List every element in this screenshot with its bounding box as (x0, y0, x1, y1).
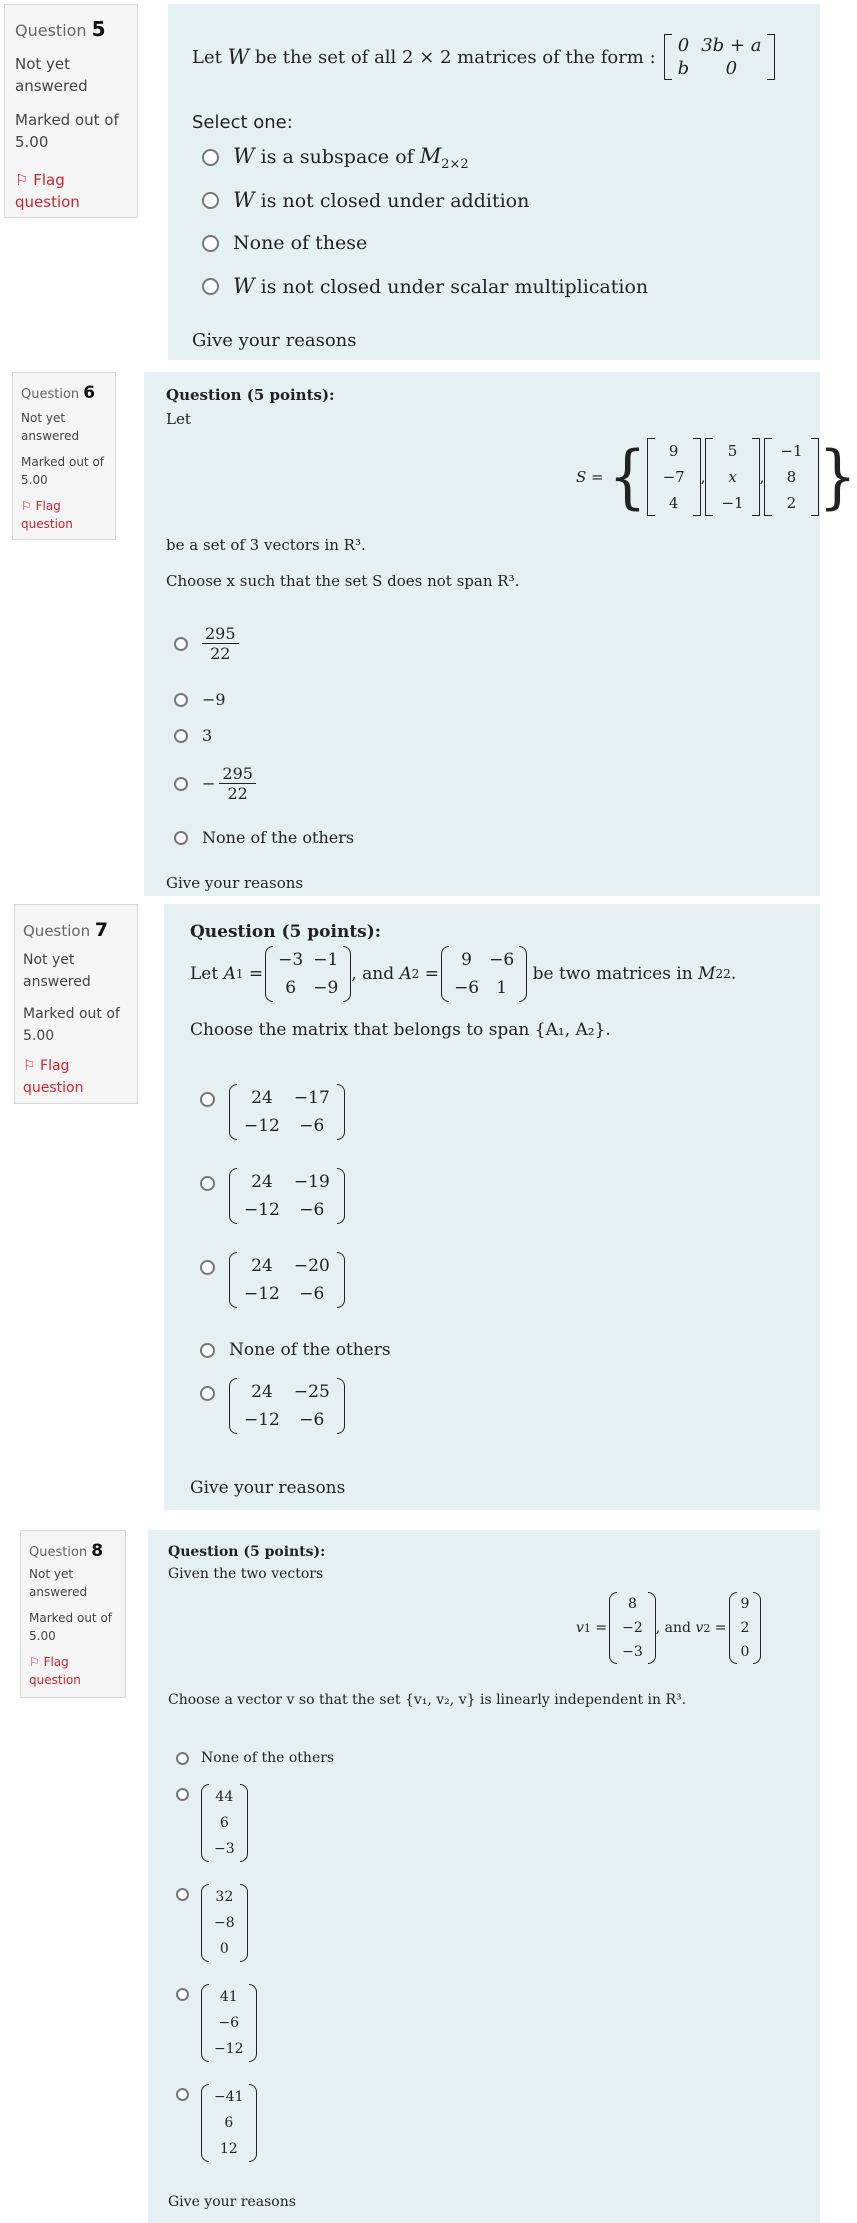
question-number-value: 7 (94, 919, 109, 941)
question-title: Question (5 points): (166, 386, 335, 404)
vector (647, 438, 701, 516)
option-matrix (229, 1084, 345, 1140)
radio-button[interactable] (202, 235, 219, 252)
question-content (144, 372, 857, 896)
matrix-space: M (698, 964, 716, 984)
radio-button[interactable] (202, 192, 219, 209)
question-marks: Marked out of 5.00 (29, 1611, 113, 1643)
vector-cell: 8 (786, 468, 797, 486)
vector-cell: 8 (627, 1596, 637, 1612)
option-sign: − (202, 774, 216, 793)
option-matrix (229, 1252, 345, 1308)
option-vector (201, 1984, 257, 2062)
option-matrix (229, 1378, 345, 1434)
vector-cell: 0 (219, 1941, 229, 1957)
flag-question-label: Flag question (15, 171, 80, 211)
vector-cell: 2 (740, 1620, 750, 1636)
question-label: Question (15, 21, 87, 40)
and-text: , and (351, 964, 395, 984)
question-number (15, 17, 106, 41)
radio-button[interactable] (174, 831, 188, 845)
vector-v2 (729, 1592, 762, 1664)
question-content (168, 4, 820, 360)
option-vector (201, 1884, 248, 1962)
vector-cell: 9 (740, 1596, 750, 1612)
space-subscript: 22 (715, 967, 731, 981)
flag-question-link[interactable] (21, 497, 107, 533)
answer-option[interactable] (200, 1252, 345, 1308)
question-title: Question (5 points): (168, 1544, 326, 1560)
answer-option[interactable] (176, 1884, 248, 1962)
vector-cell: 9 (668, 442, 679, 460)
flag-icon: ⚐ (21, 499, 32, 513)
prompt-text: Let (192, 46, 222, 68)
vector-cell: −12 (214, 2041, 244, 2057)
radio-button[interactable] (176, 1752, 189, 1765)
question-marks: Marked out of 5.00 (23, 1006, 120, 1044)
vector-cell: −1 (780, 442, 803, 460)
option-fraction (219, 764, 256, 803)
radio-button[interactable] (200, 1260, 215, 1275)
vector-subscript: 1 (583, 1621, 591, 1635)
question-title: Question (5 points): (190, 922, 382, 942)
matrix-cell: −20 (293, 1256, 330, 1276)
vector (764, 438, 818, 516)
flag-question-link[interactable] (23, 1055, 123, 1099)
matrix-cell: 24 (251, 1172, 273, 1192)
vector-cell: x (728, 468, 737, 486)
matrix-cell: −6 (489, 950, 515, 970)
matrix-cell: 0 (725, 58, 738, 79)
given-text: Given the two vectors (168, 1566, 324, 1582)
radio-button[interactable] (176, 2088, 189, 2101)
matrix-cell: 0 (677, 35, 690, 56)
vector-cell: 2 (786, 494, 797, 512)
matrix-cell: −12 (244, 1410, 280, 1430)
option-space: M (419, 144, 442, 168)
matrix-cell: −25 (293, 1382, 330, 1402)
question-info-box (4, 4, 138, 218)
matrix-cell: −6 (299, 1284, 325, 1304)
question-marks: Marked out of 5.00 (21, 455, 105, 487)
matrix-cell: −6 (299, 1200, 325, 1220)
vector-cell: −1 (721, 494, 744, 512)
prompt-variable: W (227, 45, 250, 69)
vectors-definition: v 1 = 8 −2 −3 , and v 2 = 9 2 0 (576, 1592, 761, 1664)
matrix-cell: −12 (244, 1284, 280, 1304)
option-text: 3 (202, 726, 213, 745)
answer-option[interactable] (200, 1168, 345, 1224)
answer-option[interactable] (174, 828, 354, 847)
question-number-value: 8 (91, 1541, 104, 1561)
and-text: , and (655, 1620, 691, 1636)
radio-button[interactable] (200, 1386, 215, 1401)
vector-cell: 32 (215, 1889, 234, 1905)
matrix-a1 (265, 946, 351, 1002)
question-info-box (14, 904, 138, 1104)
radio-button[interactable] (176, 1788, 189, 1801)
answer-option[interactable] (176, 2084, 257, 2162)
question-prompt (192, 34, 775, 80)
matrix-cell: −12 (244, 1116, 280, 1136)
vector-name: v (576, 1620, 584, 1636)
flag-question-label: Flag question (21, 499, 73, 531)
vector-subscript: 2 (703, 1621, 711, 1635)
question-label: Question (29, 1545, 88, 1560)
vector-name: v (695, 1620, 704, 1636)
option-text: −9 (202, 690, 226, 709)
select-one-label: Select one: (192, 112, 293, 133)
choose-instruction: Choose x such that the set S does not span R³. (166, 572, 520, 590)
question-info-box (20, 1530, 126, 1698)
brace-right: } (818, 436, 857, 518)
vector-cell: 6 (219, 1815, 229, 1831)
matrix-cell: 1 (496, 978, 508, 998)
question-label: Question (23, 922, 91, 940)
question-content (148, 1530, 820, 2223)
matrix-cell: −17 (293, 1088, 330, 1108)
matrix-cell: 24 (251, 1382, 273, 1402)
radio-button[interactable] (174, 777, 188, 791)
option-fraction (202, 624, 239, 663)
matrix-cell: −9 (313, 978, 339, 998)
radio-button[interactable] (176, 1888, 189, 1901)
vector (705, 438, 759, 516)
form-matrix (664, 34, 776, 80)
matrix-name: A (223, 964, 236, 984)
matrix-cell: 3b + a (701, 35, 762, 56)
matrix-cell: −6 (299, 1410, 325, 1430)
give-reasons-label: Give your reasons (168, 2194, 296, 2210)
matrix-cell: −19 (293, 1172, 330, 1192)
matrices-definition: Let A 1 = −3 −1 6 −9 , and A 2 = 9 −6 −6 1 be two matrices in M 22 . (190, 946, 736, 1002)
vector-cell: 41 (219, 1989, 238, 2005)
option-vector (201, 2084, 257, 2162)
question-number (23, 919, 108, 941)
fraction-numerator: 295 (219, 764, 256, 784)
answer-option[interactable] (202, 274, 648, 298)
option-text: None of the others (201, 1750, 335, 1766)
vector-cell: −3 (622, 1644, 643, 1660)
let-text: Let (190, 964, 219, 984)
answer-option[interactable] (202, 144, 469, 172)
vector-cell: −7 (662, 468, 685, 486)
question-marks: Marked out of 5.00 (15, 111, 119, 151)
answer-option[interactable] (200, 1340, 391, 1360)
matrix-cell: 9 (461, 950, 472, 970)
matrix-cell: −3 (278, 950, 304, 970)
radio-button[interactable] (200, 1176, 215, 1191)
vector-cell: 44 (215, 1789, 234, 1805)
brace-left: { (608, 436, 647, 518)
matrix-cell: 6 (285, 978, 297, 998)
matrix-cell: −1 (313, 950, 339, 970)
answer-option[interactable] (200, 1378, 345, 1434)
radio-button[interactable] (200, 1343, 215, 1358)
vector-set: S = { 9 −7 4 , 5 x −1 , −1 8 2 } (576, 436, 857, 518)
flag-icon: ⚐ (15, 171, 29, 189)
matrix-cell: −12 (244, 1200, 280, 1220)
matrix-cell: −6 (454, 978, 480, 998)
question-number (29, 1541, 103, 1561)
answer-option[interactable] (174, 764, 256, 803)
answer-option[interactable] (202, 232, 367, 254)
answer-option[interactable] (202, 188, 529, 212)
option-text: None of the others (202, 828, 355, 847)
question-content (164, 904, 820, 1510)
question-number-value: 5 (91, 17, 106, 41)
answer-option[interactable] (176, 1784, 248, 1862)
prompt-text: be the set of all 2 × 2 matrices of the form : (254, 46, 656, 68)
fraction-denominator: 22 (210, 644, 231, 663)
answer-option[interactable] (176, 1984, 257, 2062)
question-state: Not yet answered (21, 411, 80, 443)
question-state: Not yet answered (29, 1567, 88, 1599)
choose-instruction: Choose the matrix that belongs to span {A₁, A₂}. (190, 1020, 611, 1040)
matrix-subscript: 1 (235, 967, 244, 981)
fraction-denominator: 22 (227, 784, 248, 803)
give-reasons-label: Give your reasons (190, 1478, 346, 1498)
matrix-a2 (441, 946, 527, 1002)
answer-option[interactable] (174, 726, 212, 745)
choose-instruction: Choose a vector v so that the set {v₁, v₂, v} is linearly independent in R³. (168, 1692, 687, 1708)
option-subscript: 2×2 (441, 156, 469, 172)
vector-cell: 4 (668, 494, 679, 512)
fraction-numerator: 295 (202, 624, 239, 644)
question-state: Not yet answered (23, 952, 91, 990)
radio-button[interactable] (202, 278, 219, 295)
question-label: Question (21, 387, 80, 402)
answer-option[interactable] (174, 624, 239, 663)
matrix-name: A (399, 964, 412, 984)
radio-button[interactable] (174, 693, 188, 707)
matrix-cell: 24 (251, 1256, 273, 1276)
vector-cell: 6 (224, 2115, 234, 2131)
vector-cell: −6 (218, 2015, 240, 2031)
flag-question-label: Flag question (29, 1655, 81, 1687)
set-description: be a set of 3 vectors in R³. (166, 536, 366, 554)
vector-cell: 0 (740, 1644, 750, 1660)
option-text: None of these (233, 232, 368, 254)
option-variable: W (233, 188, 255, 212)
question-number-value: 6 (83, 383, 96, 403)
radio-button[interactable] (176, 1988, 189, 2001)
radio-button[interactable] (174, 729, 188, 743)
vector-cell: 12 (219, 2141, 238, 2157)
vector-cell: 5 (727, 442, 738, 460)
option-text: is a subspace of (260, 146, 414, 168)
answer-option[interactable] (174, 690, 226, 709)
answer-option[interactable] (176, 1750, 334, 1766)
question-number (21, 383, 95, 403)
option-variable: W (233, 144, 255, 168)
matrix-cell: 24 (251, 1088, 273, 1108)
matrix-cell: b (677, 58, 690, 79)
option-vector (201, 1784, 248, 1862)
option-text: None of the others (229, 1340, 391, 1360)
question-info-box (12, 372, 116, 540)
matrix-cell: −6 (299, 1116, 325, 1136)
option-text: is not closed under scalar multiplication (260, 276, 649, 298)
radio-button[interactable] (202, 149, 219, 166)
flag-icon: ⚐ (29, 1655, 40, 1669)
vector-cell: −41 (214, 2089, 244, 2105)
flag-question-link[interactable] (29, 1653, 115, 1689)
option-matrix (229, 1168, 345, 1224)
radio-button[interactable] (200, 1092, 215, 1107)
vector-cell: −3 (214, 1841, 235, 1857)
give-reasons-label: Give your reasons (166, 874, 304, 892)
option-text: is not closed under addition (260, 190, 530, 212)
tail-text: be two matrices in (532, 964, 693, 984)
matrix-subscript: 2 (411, 967, 420, 981)
vector-v1 (609, 1592, 656, 1664)
flag-question-link[interactable] (15, 169, 125, 213)
set-name: S (576, 468, 587, 486)
let-text: Let (166, 410, 191, 428)
vector-cell: −8 (214, 1915, 235, 1931)
give-reasons-label: Give your reasons (192, 330, 357, 351)
radio-button[interactable] (174, 637, 188, 651)
flag-question-label: Flag question (23, 1058, 84, 1096)
question-state: Not yet answered (15, 55, 88, 95)
vector-cell: −2 (622, 1620, 643, 1636)
flag-icon: ⚐ (23, 1058, 36, 1074)
option-variable: W (233, 274, 255, 298)
answer-option[interactable] (200, 1084, 345, 1140)
